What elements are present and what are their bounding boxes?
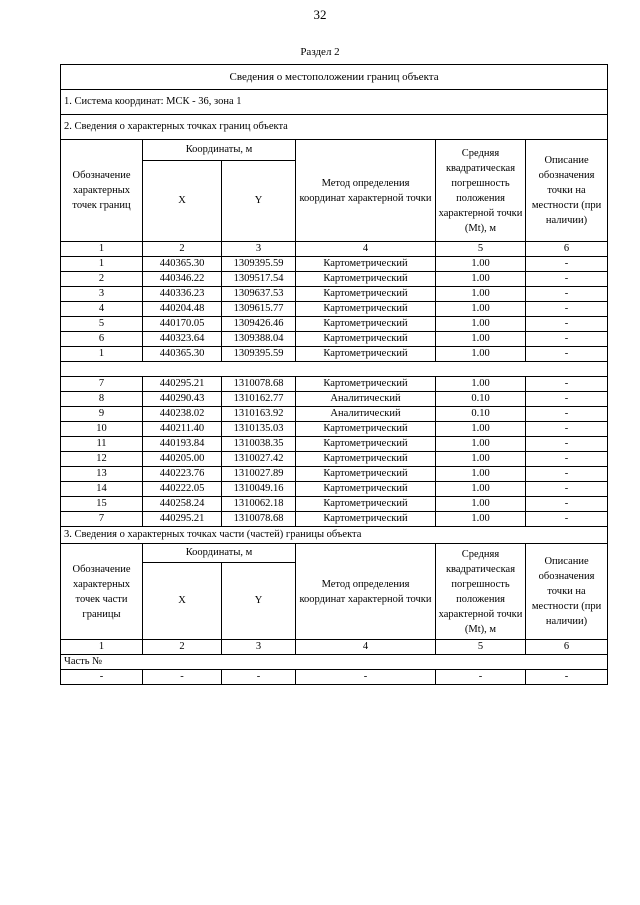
header-row xyxy=(61,544,608,563)
error-value: 1.00 xyxy=(436,347,526,362)
point-id: 7 xyxy=(61,377,143,392)
description: - xyxy=(526,302,608,317)
error-value: 1.00 xyxy=(436,302,526,317)
point-id: 1 xyxy=(61,347,143,362)
table-row xyxy=(61,272,608,287)
coord-y: 1310027.89 xyxy=(222,467,296,482)
error-value: 1.00 xyxy=(436,257,526,272)
method: Картометрический xyxy=(296,482,436,497)
description: - xyxy=(526,392,608,407)
error-value: 0.10 xyxy=(436,392,526,407)
method: Картометрический xyxy=(296,377,436,392)
coord-y: 1310078.68 xyxy=(222,512,296,527)
error-value: 1.00 xyxy=(436,467,526,482)
header-y: Y xyxy=(222,161,296,242)
method: Картометрический xyxy=(296,512,436,527)
error-value: 1.00 xyxy=(436,452,526,467)
table-row xyxy=(61,377,608,392)
description: - xyxy=(526,437,608,452)
empty-cell xyxy=(61,362,608,377)
method: Картометрический xyxy=(296,302,436,317)
header-y: Y xyxy=(222,563,296,640)
empty-value: - xyxy=(222,670,296,685)
section3-title: 3. Сведения о характерных точках части (частей) границы объекта xyxy=(61,527,608,544)
coord-x: 440205.00 xyxy=(143,452,222,467)
table-row xyxy=(61,452,608,467)
error-value: 1.00 xyxy=(436,317,526,332)
method: Картометрический xyxy=(296,332,436,347)
empty-value: - xyxy=(296,670,436,685)
header-x: X xyxy=(143,161,222,242)
coord-x: 440258.24 xyxy=(143,497,222,512)
coord-x: 440365.30 xyxy=(143,347,222,362)
column-number: 1 xyxy=(61,242,143,257)
point-id: 12 xyxy=(61,452,143,467)
table-row xyxy=(61,302,608,317)
point-id: 11 xyxy=(61,437,143,452)
description: - xyxy=(526,512,608,527)
column-number: 5 xyxy=(436,242,526,257)
table-title: Сведения о местоположении границ объекта xyxy=(61,65,608,90)
error-value: 1.00 xyxy=(436,332,526,347)
empty-value: - xyxy=(143,670,222,685)
description: - xyxy=(526,407,608,422)
coord-x: 440193.84 xyxy=(143,437,222,452)
error-value: 1.00 xyxy=(436,512,526,527)
coord-y: 1310163.92 xyxy=(222,407,296,422)
coord-system: 1. Система координат: МСК - 36, зона 1 xyxy=(61,90,608,115)
column-number: 6 xyxy=(526,242,608,257)
header-x: X xyxy=(143,563,222,640)
column-number: 2 xyxy=(143,242,222,257)
point-id: 14 xyxy=(61,482,143,497)
description: - xyxy=(526,287,608,302)
coord-y: 1310062.18 xyxy=(222,497,296,512)
description: - xyxy=(526,422,608,437)
coord-x: 440211.40 xyxy=(143,422,222,437)
point-id: 4 xyxy=(61,302,143,317)
method: Картометрический xyxy=(296,287,436,302)
contour-separator-row xyxy=(61,362,608,377)
coord-x: 440323.64 xyxy=(143,332,222,347)
table-row xyxy=(61,317,608,332)
method: Картометрический xyxy=(296,422,436,437)
coord-y: 1310049.16 xyxy=(222,482,296,497)
method: Аналитический xyxy=(296,392,436,407)
empty-value: - xyxy=(526,670,608,685)
section3-row xyxy=(61,527,608,544)
header-point: Обозначение характерных точек части границы xyxy=(61,544,143,640)
method: Картометрический xyxy=(296,257,436,272)
coord-y: 1309395.59 xyxy=(222,257,296,272)
error-value: 1.00 xyxy=(436,497,526,512)
coord-y: 1310135.03 xyxy=(222,422,296,437)
coord-x: 440223.76 xyxy=(143,467,222,482)
coord-x: 440295.21 xyxy=(143,377,222,392)
error-value: 1.00 xyxy=(436,272,526,287)
table-row xyxy=(61,422,608,437)
table-row xyxy=(61,347,608,362)
coord-y: 1310038.35 xyxy=(222,437,296,452)
point-id: 9 xyxy=(61,407,143,422)
header-error: Средняя квадратическая погрешность положения характерной точки (Mt), м xyxy=(436,544,526,640)
point-id: 10 xyxy=(61,422,143,437)
coord-x: 440365.30 xyxy=(143,257,222,272)
column-number: 3 xyxy=(222,640,296,655)
point-id: 15 xyxy=(61,497,143,512)
table-row xyxy=(61,257,608,272)
method: Картометрический xyxy=(296,347,436,362)
error-value: 1.00 xyxy=(436,482,526,497)
method: Аналитический xyxy=(296,407,436,422)
table-row xyxy=(61,512,608,527)
description: - xyxy=(526,467,608,482)
table-row xyxy=(61,497,608,512)
error-value: 1.00 xyxy=(436,287,526,302)
description: - xyxy=(526,497,608,512)
table-row xyxy=(61,437,608,452)
point-id: 8 xyxy=(61,392,143,407)
coord-y: 1309395.59 xyxy=(222,347,296,362)
method: Картометрический xyxy=(296,452,436,467)
method: Картометрический xyxy=(296,437,436,452)
header-coords: Координаты, м xyxy=(143,544,296,563)
column-number: 4 xyxy=(296,640,436,655)
point-id: 2 xyxy=(61,272,143,287)
method: Картометрический xyxy=(296,497,436,512)
coord-x: 440290.43 xyxy=(143,392,222,407)
point-id: 5 xyxy=(61,317,143,332)
description: - xyxy=(526,272,608,287)
table-row xyxy=(61,467,608,482)
header-description: Описание обозначения точки на местности (при наличии) xyxy=(526,140,608,242)
column-number: 5 xyxy=(436,640,526,655)
description: - xyxy=(526,452,608,467)
table-row xyxy=(61,287,608,302)
boundary-table xyxy=(60,64,608,685)
description: - xyxy=(526,347,608,362)
header-coords: Координаты, м xyxy=(143,140,296,161)
description: - xyxy=(526,257,608,272)
method: Картометрический xyxy=(296,317,436,332)
coord-y: 1309426.46 xyxy=(222,317,296,332)
header-method: Метод определения координат характерной точки xyxy=(296,140,436,242)
column-number: 4 xyxy=(296,242,436,257)
description: - xyxy=(526,377,608,392)
coord-y: 1310078.68 xyxy=(222,377,296,392)
error-value: 1.00 xyxy=(436,377,526,392)
table-row xyxy=(61,670,608,685)
error-value: 1.00 xyxy=(436,437,526,452)
point-id: 6 xyxy=(61,332,143,347)
header-description: Описание обозначения точки на местности (при наличии) xyxy=(526,544,608,640)
section2-title: 2. Сведения о характерных точках границ объекта xyxy=(61,115,608,140)
coord-x: 440204.48 xyxy=(143,302,222,317)
column-number: 2 xyxy=(143,640,222,655)
description: - xyxy=(526,317,608,332)
coord-y: 1310027.42 xyxy=(222,452,296,467)
description: - xyxy=(526,332,608,347)
empty-value: - xyxy=(61,670,143,685)
table-row xyxy=(61,482,608,497)
header-method: Метод определения координат характерной точки xyxy=(296,544,436,640)
coord-y: 1309388.04 xyxy=(222,332,296,347)
part-row xyxy=(61,655,608,670)
coord-x: 440170.05 xyxy=(143,317,222,332)
header-point: Обозначение характерных точек границ xyxy=(61,140,143,242)
section-title: Раздел 2 xyxy=(300,46,340,58)
point-id: 1 xyxy=(61,257,143,272)
column-numbers-row xyxy=(61,242,608,257)
coord-x: 440222.05 xyxy=(143,482,222,497)
column-number: 1 xyxy=(61,640,143,655)
table-row xyxy=(61,407,608,422)
coord-y: 1309517.54 xyxy=(222,272,296,287)
error-value: 1.00 xyxy=(436,422,526,437)
page-number: 32 xyxy=(313,7,327,22)
point-id: 13 xyxy=(61,467,143,482)
coord-y: 1310162.77 xyxy=(222,392,296,407)
column-number: 3 xyxy=(222,242,296,257)
method: Картометрический xyxy=(296,467,436,482)
point-id: 7 xyxy=(61,512,143,527)
empty-value: - xyxy=(436,670,526,685)
column-number: 6 xyxy=(526,640,608,655)
error-value: 0.10 xyxy=(436,407,526,422)
part-label: Часть № xyxy=(61,655,608,670)
coord-x: 440295.21 xyxy=(143,512,222,527)
description: - xyxy=(526,482,608,497)
method: Картометрический xyxy=(296,272,436,287)
coord-y: 1309615.77 xyxy=(222,302,296,317)
table-row xyxy=(61,332,608,347)
column-numbers-row xyxy=(61,640,608,655)
header-error: Средняя квадратическая погрешность положения характерной точки (Mt), м xyxy=(436,140,526,242)
coord-y: 1309637.53 xyxy=(222,287,296,302)
coord-x: 440238.02 xyxy=(143,407,222,422)
point-id: 3 xyxy=(61,287,143,302)
coord-x: 440346.22 xyxy=(143,272,222,287)
coord-x: 440336.23 xyxy=(143,287,222,302)
table-row xyxy=(61,392,608,407)
